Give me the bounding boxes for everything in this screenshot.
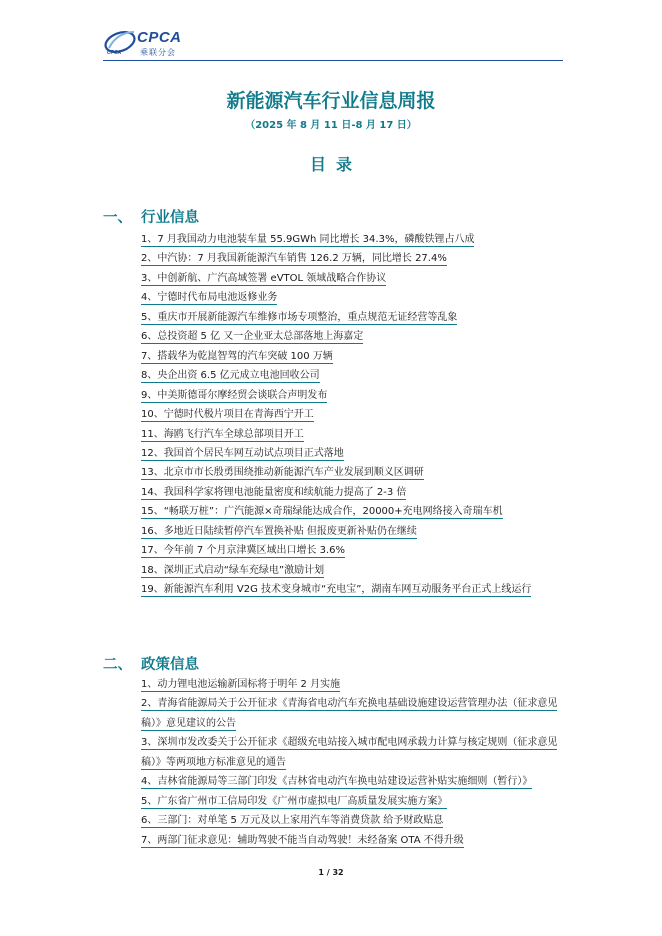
policy-news-list <box>141 675 565 850</box>
industry-news-list <box>141 230 565 600</box>
logo-subtitle: 乘联分会 <box>140 48 176 57</box>
toc-link[interactable] <box>141 249 565 268</box>
toc-link[interactable] <box>141 230 565 249</box>
toc-link[interactable] <box>141 772 565 791</box>
toc-link[interactable] <box>141 831 565 850</box>
toc-link-text: 12、我国首个居民车网互动试点项目正式落地 <box>141 447 344 459</box>
header-divider <box>103 60 563 61</box>
section-heading-policy <box>103 653 199 674</box>
toc-link-text: 11、海鸥飞行汽车全球总部项目开工 <box>141 428 304 440</box>
toc-link[interactable] <box>141 347 565 366</box>
section-label: 政策信息 <box>141 657 199 673</box>
cpca-logo <box>103 26 203 60</box>
toc-link-text: 7、两部门征求意见：辅助驾驶不能当自动驾驶！未经备案 OTA 不得升级 <box>141 834 464 846</box>
toc-link-text: 15、“畅联万桩”：广汽能源×奇瑞绿能达成合作，20000+充电网络接入奇瑞车机 <box>141 506 503 518</box>
toc-link-text: 8、央企出资 6.5 亿元成立电池回收公司 <box>141 370 320 382</box>
toc-link[interactable] <box>141 580 565 599</box>
section-heading-industry <box>103 206 199 227</box>
toc-link-text: 3、深圳市发改委关于公开征求《超级充电站接入城市配电网承载力计算与核定规则（征求意见稿）》等两项地方标准意见的通告 <box>141 737 558 768</box>
toc-link-text: 6、三部门：对单笔 5 万元及以上家用汽车等消费贷款 给予财政贴息 <box>141 815 444 827</box>
toc-link-text: 4、宁德时代布局电池返修业务 <box>141 292 278 304</box>
toc-link[interactable] <box>141 444 565 463</box>
toc-link[interactable] <box>141 463 565 482</box>
toc-link-text: 4、吉林省能源局等三部门印发《吉林省电动汽车换电站建设运营补贴实施细则（暂行）》 <box>141 776 533 788</box>
toc-link-text: 2、中汽协：7 月我国新能源汽车销售 126.2 万辆，同比增长 27.4% <box>141 253 447 265</box>
toc-link-text: 3、中创新航、广汽高域签署 eVTOL 领域战略合作协议 <box>141 272 387 284</box>
toc-link[interactable] <box>141 269 565 288</box>
toc-link[interactable] <box>141 733 565 772</box>
toc-link-text: 19、新能源汽车利用 V2G 技术变身城市“充电宝”，湖南车网互动服务平台正式上线运行 <box>141 584 532 596</box>
toc-link-text: 10、宁德时代极片项目在青海西宁开工 <box>141 409 314 421</box>
report-date-range: （2025 年 8 月 11 日-8 月 17 日） <box>245 120 417 131</box>
toc-link-text: 1、7 月我国动力电池装车量 55.9GWh 同比增长 34.3%，磷酸铁锂占八成 <box>141 234 475 245</box>
toc-link-text: 16、多地近日陆续暂停汽车置换补贴 但报废更新补贴仍在继续 <box>141 525 417 537</box>
toc-link[interactable] <box>141 483 565 502</box>
toc-title: 目录 <box>309 155 362 174</box>
section-number: 二、 <box>103 657 132 673</box>
toc-link[interactable] <box>141 386 565 405</box>
toc-link-text: 9、中美斯德哥尔摩经贸会谈联合声明发布 <box>141 389 328 401</box>
toc-link[interactable] <box>141 675 565 694</box>
toc-link[interactable] <box>141 811 565 830</box>
toc-link-text: 2、青海省能源局关于公开征求《青海省电动汽车充换电基础设施建设运营管理办法（征求意见稿）》意见建议的公告 <box>141 698 558 729</box>
toc-link[interactable] <box>141 405 565 424</box>
section-label: 行业信息 <box>141 210 199 226</box>
toc-link-text: 7、搭载华为乾崑智驾的汽车突破 100 万辆 <box>141 350 333 362</box>
toc-link-text: 18、深圳正式启动“绿车充绿电”激励计划 <box>141 564 325 576</box>
toc-link-text: 13、北京市市长殷勇围绕推动新能源汽车产业发展到顺义区调研 <box>141 467 424 479</box>
toc-link[interactable] <box>141 694 565 733</box>
cpca-emblem-icon <box>103 26 137 56</box>
svg-text:CPCA: CPCA <box>107 50 122 56</box>
toc-link[interactable] <box>141 561 565 580</box>
toc-link[interactable] <box>141 792 565 811</box>
toc-link-text: 1、动力锂电池运输新国标将于明年 2 月实施 <box>141 679 341 690</box>
logo-text: CPCA <box>137 29 182 46</box>
report-title: 新能源汽车行业信息周报 <box>226 90 436 112</box>
toc-link-text: 5、广东省广州市工信局印发《广州市虚拟电厂高质量发展实施方案》 <box>141 795 448 807</box>
toc-link[interactable] <box>141 308 565 327</box>
toc-link[interactable] <box>141 327 565 346</box>
toc-link-text: 14、我国科学家将锂电池能量密度和续航能力提高了 2-3 倍 <box>141 486 407 498</box>
toc-link-text: 6、总投资超 5 亿 又一企业亚太总部落地上海嘉定 <box>141 331 364 343</box>
toc-link[interactable] <box>141 541 565 560</box>
toc-link-text: 17、今年前 7 个月京津冀区域出口增长 3.6% <box>141 545 346 557</box>
toc-link[interactable] <box>141 366 565 385</box>
toc-link[interactable] <box>141 425 565 444</box>
toc-link-text: 5、重庆市开展新能源汽车维修市场专项整治，重点规范无证经营等乱象 <box>141 311 458 323</box>
toc-link[interactable] <box>141 502 565 521</box>
toc-link[interactable] <box>141 288 565 307</box>
page-number: 1 / 32 <box>318 868 344 877</box>
toc-link[interactable] <box>141 522 565 541</box>
section-number: 一、 <box>103 210 132 226</box>
